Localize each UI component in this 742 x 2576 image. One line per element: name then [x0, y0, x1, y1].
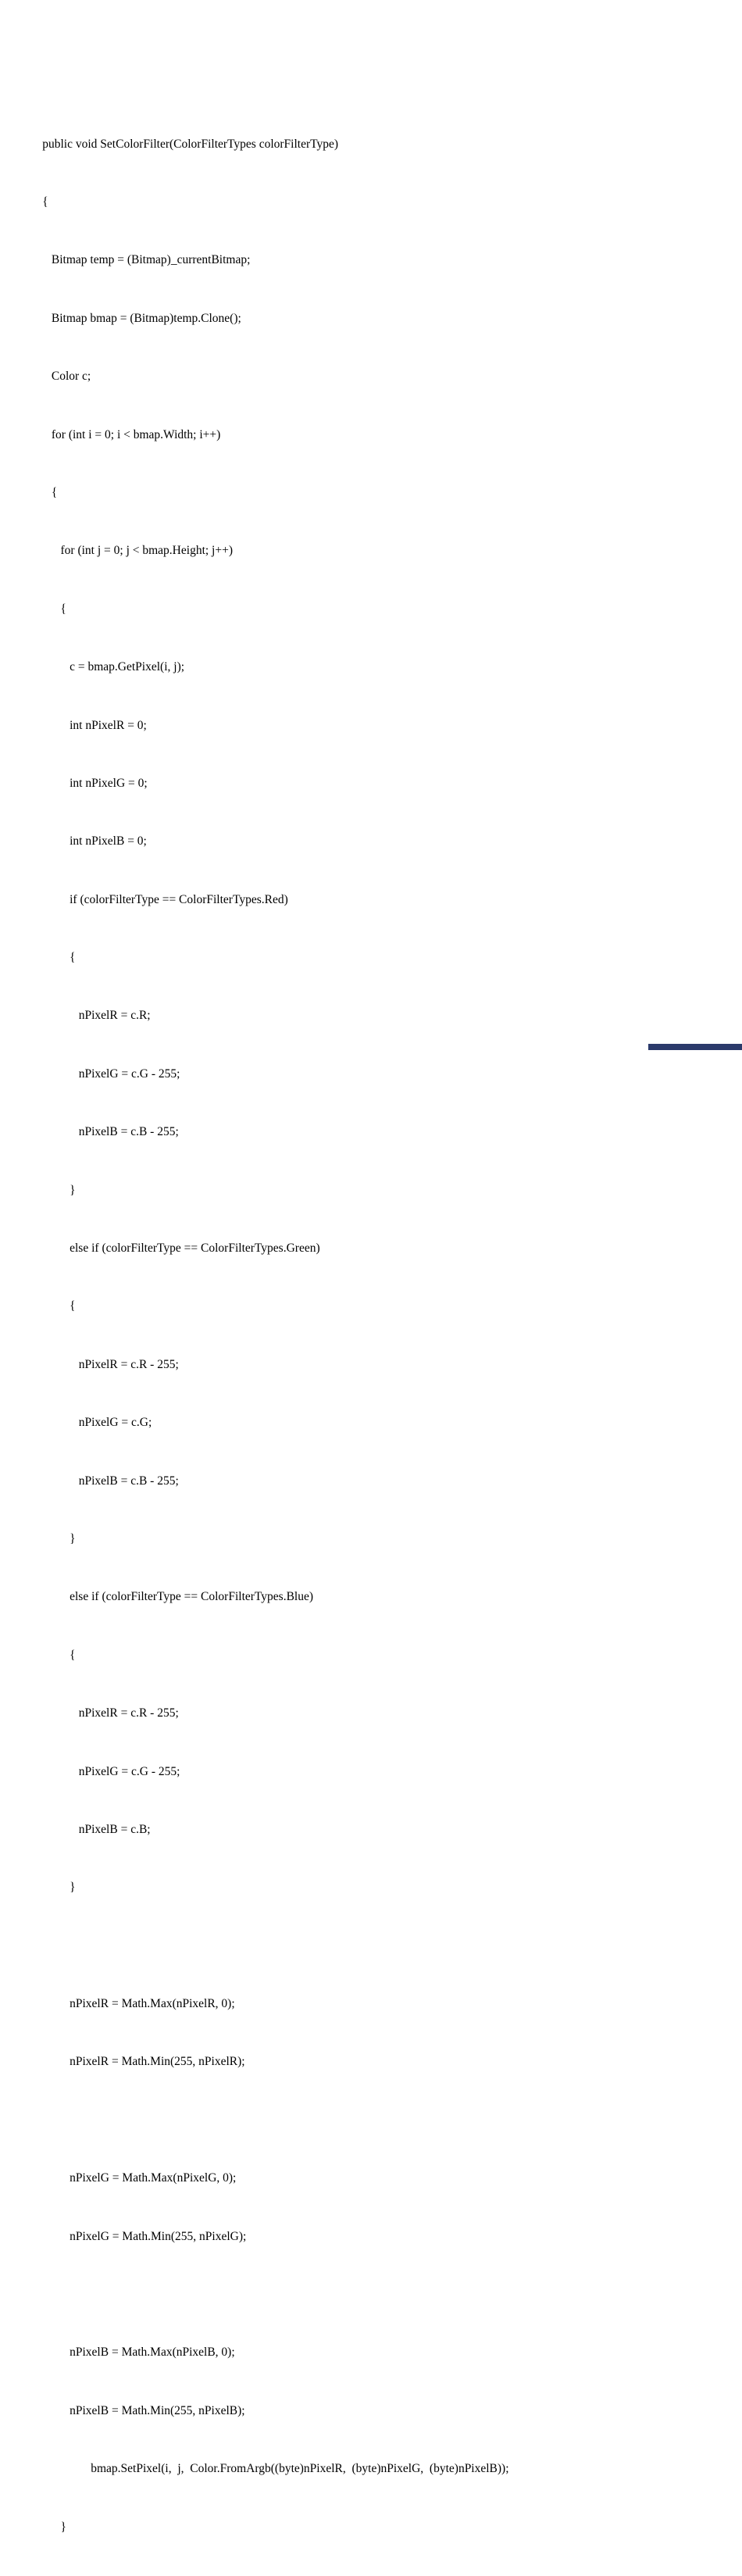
code-line: public void SetColorFilter(ColorFilterTypes colorFilterType)	[0, 137, 339, 151]
code-line: nPixelB = c.B;	[0, 1822, 151, 1836]
code-line: nPixelR = Math.Max(nPixelR, 0);	[0, 1997, 235, 2011]
code-line-closing: }	[0, 2520, 66, 2534]
code-line: Bitmap bmap = (Bitmap)temp.Clone();	[0, 311, 241, 325]
code-line: {	[0, 602, 66, 616]
code-line: for (int i = 0; i < bmap.Width; i++)	[0, 427, 221, 441]
code-line: {	[0, 951, 76, 965]
code-line: else if (colorFilterType == ColorFilterTypes.Green)	[0, 1242, 320, 1256]
code-line: {	[0, 1648, 76, 1662]
code-line: nPixelG = c.G - 255;	[0, 1764, 180, 1778]
code-listing	[0, 96, 742, 2576]
code-line: nPixelG = c.G;	[0, 1416, 152, 1430]
code-line: nPixelR = c.R;	[0, 1009, 151, 1023]
code-line-blank: nPixelR = Math.Min(255, nPixelR);	[0, 2055, 245, 2069]
code-line	[0, 1937, 742, 1956]
code-line: {	[0, 1299, 76, 1313]
code-line-blank: nPixelG = Math.Min(255, nPixelG);	[0, 2229, 247, 2243]
code-line: nPixelR = c.R - 255;	[0, 1357, 179, 1371]
code-line: int nPixelB = 0;	[0, 834, 147, 849]
code-line: }	[0, 1531, 76, 1545]
code-line: else if (colorFilterType == ColorFilterTypes.Blue)	[0, 1590, 314, 1604]
code-line: nPixelG = c.G - 255;	[0, 1066, 180, 1081]
code-line-wrapped: bmap.SetPixel(i, j, Color.FromArgb((byte)nPixelR, (byte)nPixelG, (byte)nPixelB));	[0, 2462, 509, 2476]
code-line: nPixelG = Math.Max(nPixelG, 0);	[0, 2171, 237, 2185]
code-line: {	[0, 485, 58, 499]
code-line: {	[0, 195, 48, 209]
code-line: nPixelR = c.R - 255;	[0, 1706, 179, 1720]
code-line: for (int j = 0; j < bmap.Height; j++)	[0, 544, 234, 558]
footer-accent-block	[648, 1044, 742, 1050]
page-footer-bar	[0, 1044, 742, 1050]
code-line: int nPixelR = 0;	[0, 718, 147, 732]
code-line: int nPixelG = 0;	[0, 776, 148, 790]
code-line: nPixelB = c.B - 255;	[0, 1474, 179, 1488]
code-line-blank: }	[0, 1881, 76, 1895]
code-line: c = bmap.GetPixel(i, j);	[0, 660, 185, 674]
code-line	[0, 2285, 742, 2305]
code-line: if (colorFilterType == ColorFilterTypes.Red)	[0, 892, 288, 906]
code-line: Color c;	[0, 370, 91, 384]
code-line: Bitmap temp = (Bitmap)_currentBitmap;	[0, 253, 251, 267]
code-line: }	[0, 1183, 76, 1197]
code-line-blank: nPixelB = Math.Min(255, nPixelB);	[0, 2403, 245, 2417]
code-line: nPixelB = Math.Max(nPixelB, 0);	[0, 2346, 235, 2360]
code-line	[0, 2111, 742, 2131]
code-line: nPixelB = c.B - 255;	[0, 1125, 179, 1139]
